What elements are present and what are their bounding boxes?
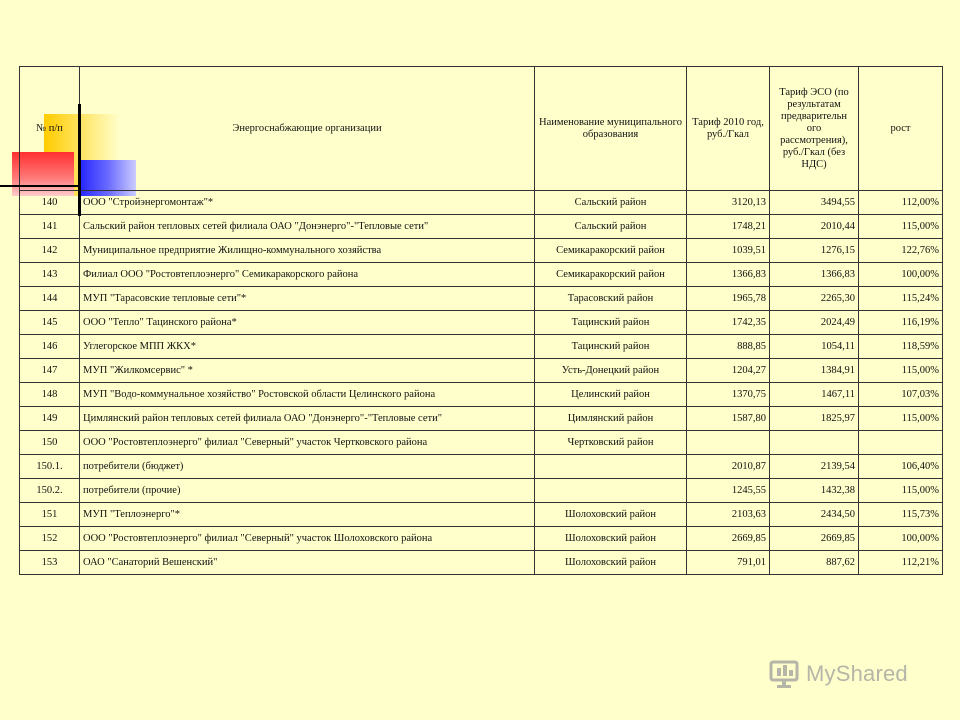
cell-tariff-2010: 1748,21 — [687, 215, 770, 239]
tariff-table — [19, 66, 943, 575]
cell-growth: 115,00% — [859, 359, 943, 383]
cell-growth: 115,00% — [859, 479, 943, 503]
cell-num: 140 — [20, 191, 80, 215]
cell-growth: 100,00% — [859, 263, 943, 287]
cell-tariff-2010: 1370,75 — [687, 383, 770, 407]
cell-tariff-eso: 1276,15 — [770, 239, 859, 263]
cell-tariff-eso — [770, 431, 859, 455]
cell-tariff-2010 — [687, 431, 770, 455]
header-tariff-eso: Тариф ЭСО (по результатам предварительн ого рассмотрения), руб./Гкал (без НДС) — [770, 67, 859, 191]
cell-org: МУП "Теплоэнерго"* — [80, 503, 535, 527]
cell-growth: 115,73% — [859, 503, 943, 527]
decor-vertical-line — [78, 104, 81, 216]
cell-num: 143 — [20, 263, 80, 287]
cell-growth: 115,00% — [859, 215, 943, 239]
cell-num: 148 — [20, 383, 80, 407]
table-row — [20, 263, 943, 287]
cell-num: 150.1. — [20, 455, 80, 479]
cell-tariff-eso: 1432,38 — [770, 479, 859, 503]
table-row — [20, 191, 943, 215]
logo-text: MyShared — [806, 661, 908, 686]
cell-municipality: Целинский район — [535, 383, 687, 407]
cell-growth: 122,76% — [859, 239, 943, 263]
cell-tariff-eso: 1825,97 — [770, 407, 859, 431]
table-row — [20, 383, 943, 407]
cell-municipality: Сальский район — [535, 215, 687, 239]
header-growth: рост — [859, 67, 943, 191]
cell-tariff-2010: 2010,87 — [687, 455, 770, 479]
cell-tariff-2010: 1366,83 — [687, 263, 770, 287]
cell-tariff-2010: 888,85 — [687, 335, 770, 359]
cell-org: ОАО "Санаторий Вешенский" — [80, 551, 535, 575]
cell-org: Муниципальное предприятие Жилищно-коммунального хозяйства — [80, 239, 535, 263]
cell-tariff-eso: 1054,11 — [770, 335, 859, 359]
cell-municipality: Тарасовский район — [535, 287, 687, 311]
cell-tariff-eso: 1384,91 — [770, 359, 859, 383]
cell-growth: 116,19% — [859, 311, 943, 335]
cell-num: 147 — [20, 359, 80, 383]
cell-municipality: Чертковский район — [535, 431, 687, 455]
cell-growth: 115,00% — [859, 407, 943, 431]
table-row — [20, 215, 943, 239]
cell-org: МУП "Водо-коммунальное хозяйство" Ростовской области Целинского района — [80, 383, 535, 407]
cell-tariff-2010: 1742,35 — [687, 311, 770, 335]
cell-tariff-eso: 1467,11 — [770, 383, 859, 407]
cell-tariff-eso: 3494,55 — [770, 191, 859, 215]
cell-tariff-eso: 2265,30 — [770, 287, 859, 311]
cell-num: 152 — [20, 527, 80, 551]
cell-tariff-2010: 1204,27 — [687, 359, 770, 383]
cell-tariff-2010: 3120,13 — [687, 191, 770, 215]
cell-municipality — [535, 479, 687, 503]
cell-growth: 112,21% — [859, 551, 943, 575]
cell-tariff-eso: 2139,54 — [770, 455, 859, 479]
cell-tariff-2010: 2669,85 — [687, 527, 770, 551]
table-row — [20, 239, 943, 263]
cell-org: ООО "Ростовтеплоэнерго" филиал "Северный" участок Чертковского района — [80, 431, 535, 455]
table-row — [20, 287, 943, 311]
cell-org: Углегорское МПП ЖКХ* — [80, 335, 535, 359]
cell-tariff-2010: 1587,80 — [687, 407, 770, 431]
cell-num: 153 — [20, 551, 80, 575]
decor-horizontal-line — [0, 185, 80, 187]
cell-growth: 115,24% — [859, 287, 943, 311]
cell-org: МУП "Жилкомсервис" * — [80, 359, 535, 383]
cell-municipality — [535, 455, 687, 479]
cell-num: 144 — [20, 287, 80, 311]
cell-municipality: Шолоховский район — [535, 551, 687, 575]
cell-municipality: Семикаракорский район — [535, 263, 687, 287]
myshared-logo — [768, 656, 908, 692]
cell-municipality: Шолоховский район — [535, 503, 687, 527]
cell-num: 145 — [20, 311, 80, 335]
table-row — [20, 359, 943, 383]
cell-tariff-2010: 1965,78 — [687, 287, 770, 311]
cell-tariff-eso: 1366,83 — [770, 263, 859, 287]
cell-growth: 107,03% — [859, 383, 943, 407]
cell-municipality: Цимлянский район — [535, 407, 687, 431]
cell-tariff-eso: 887,62 — [770, 551, 859, 575]
header-tariff-2010: Тариф 2010 год, руб./Гкал — [687, 67, 770, 191]
cell-num: 151 — [20, 503, 80, 527]
cell-tariff-2010: 1245,55 — [687, 479, 770, 503]
cell-municipality: Тацинский район — [535, 335, 687, 359]
table-row — [20, 479, 943, 503]
cell-num: 150.2. — [20, 479, 80, 503]
cell-num: 149 — [20, 407, 80, 431]
cell-municipality: Семикаракорский район — [535, 239, 687, 263]
cell-municipality: Усть-Донецкий район — [535, 359, 687, 383]
cell-num: 142 — [20, 239, 80, 263]
cell-num: 150 — [20, 431, 80, 455]
cell-org: Цимлянский район тепловых сетей филиала ОАО "Донэнерго"-"Тепловые сети" — [80, 407, 535, 431]
table-row — [20, 455, 943, 479]
cell-municipality: Тацинский район — [535, 311, 687, 335]
cell-org: потребители (бюджет) — [80, 455, 535, 479]
cell-tariff-eso: 2010,44 — [770, 215, 859, 239]
cell-growth: 118,59% — [859, 335, 943, 359]
table-row — [20, 335, 943, 359]
presentation-icon — [768, 658, 800, 690]
cell-org: МУП "Тарасовские тепловые сети"* — [80, 287, 535, 311]
cell-org: ООО "Стройэнергомонтаж"* — [80, 191, 535, 215]
cell-num: 146 — [20, 335, 80, 359]
table-row — [20, 503, 943, 527]
cell-tariff-2010: 2103,63 — [687, 503, 770, 527]
cell-org: ООО "Ростовтеплоэнерго" филиал "Северный" участок Шолоховского района — [80, 527, 535, 551]
cell-org: ООО "Тепло" Тацинского района* — [80, 311, 535, 335]
cell-tariff-eso: 2434,50 — [770, 503, 859, 527]
cell-tariff-2010: 1039,51 — [687, 239, 770, 263]
table-row — [20, 407, 943, 431]
cell-growth: 100,00% — [859, 527, 943, 551]
cell-tariff-2010: 791,01 — [687, 551, 770, 575]
cell-org: потребители (прочие) — [80, 479, 535, 503]
cell-municipality: Шолоховский район — [535, 527, 687, 551]
cell-growth: 112,00% — [859, 191, 943, 215]
table-row — [20, 551, 943, 575]
table-header-row — [20, 67, 943, 191]
table-row — [20, 311, 943, 335]
header-org: Энергоснабжающие организации — [80, 67, 535, 191]
cell-org: Сальский район тепловых сетей филиала ОАО "Донэнерго"-"Тепловые сети" — [80, 215, 535, 239]
cell-municipality: Сальский район — [535, 191, 687, 215]
cell-num: 141 — [20, 215, 80, 239]
cell-org: Филиал ООО "Ростовтеплоэнерго" Семикаракорского района — [80, 263, 535, 287]
cell-tariff-eso: 2669,85 — [770, 527, 859, 551]
header-num: № п/п — [20, 67, 80, 191]
table-row — [20, 431, 943, 455]
cell-growth: 106,40% — [859, 455, 943, 479]
table-row — [20, 527, 943, 551]
cell-growth — [859, 431, 943, 455]
header-municipality: Наименование муниципального образования — [535, 67, 687, 191]
cell-tariff-eso: 2024,49 — [770, 311, 859, 335]
